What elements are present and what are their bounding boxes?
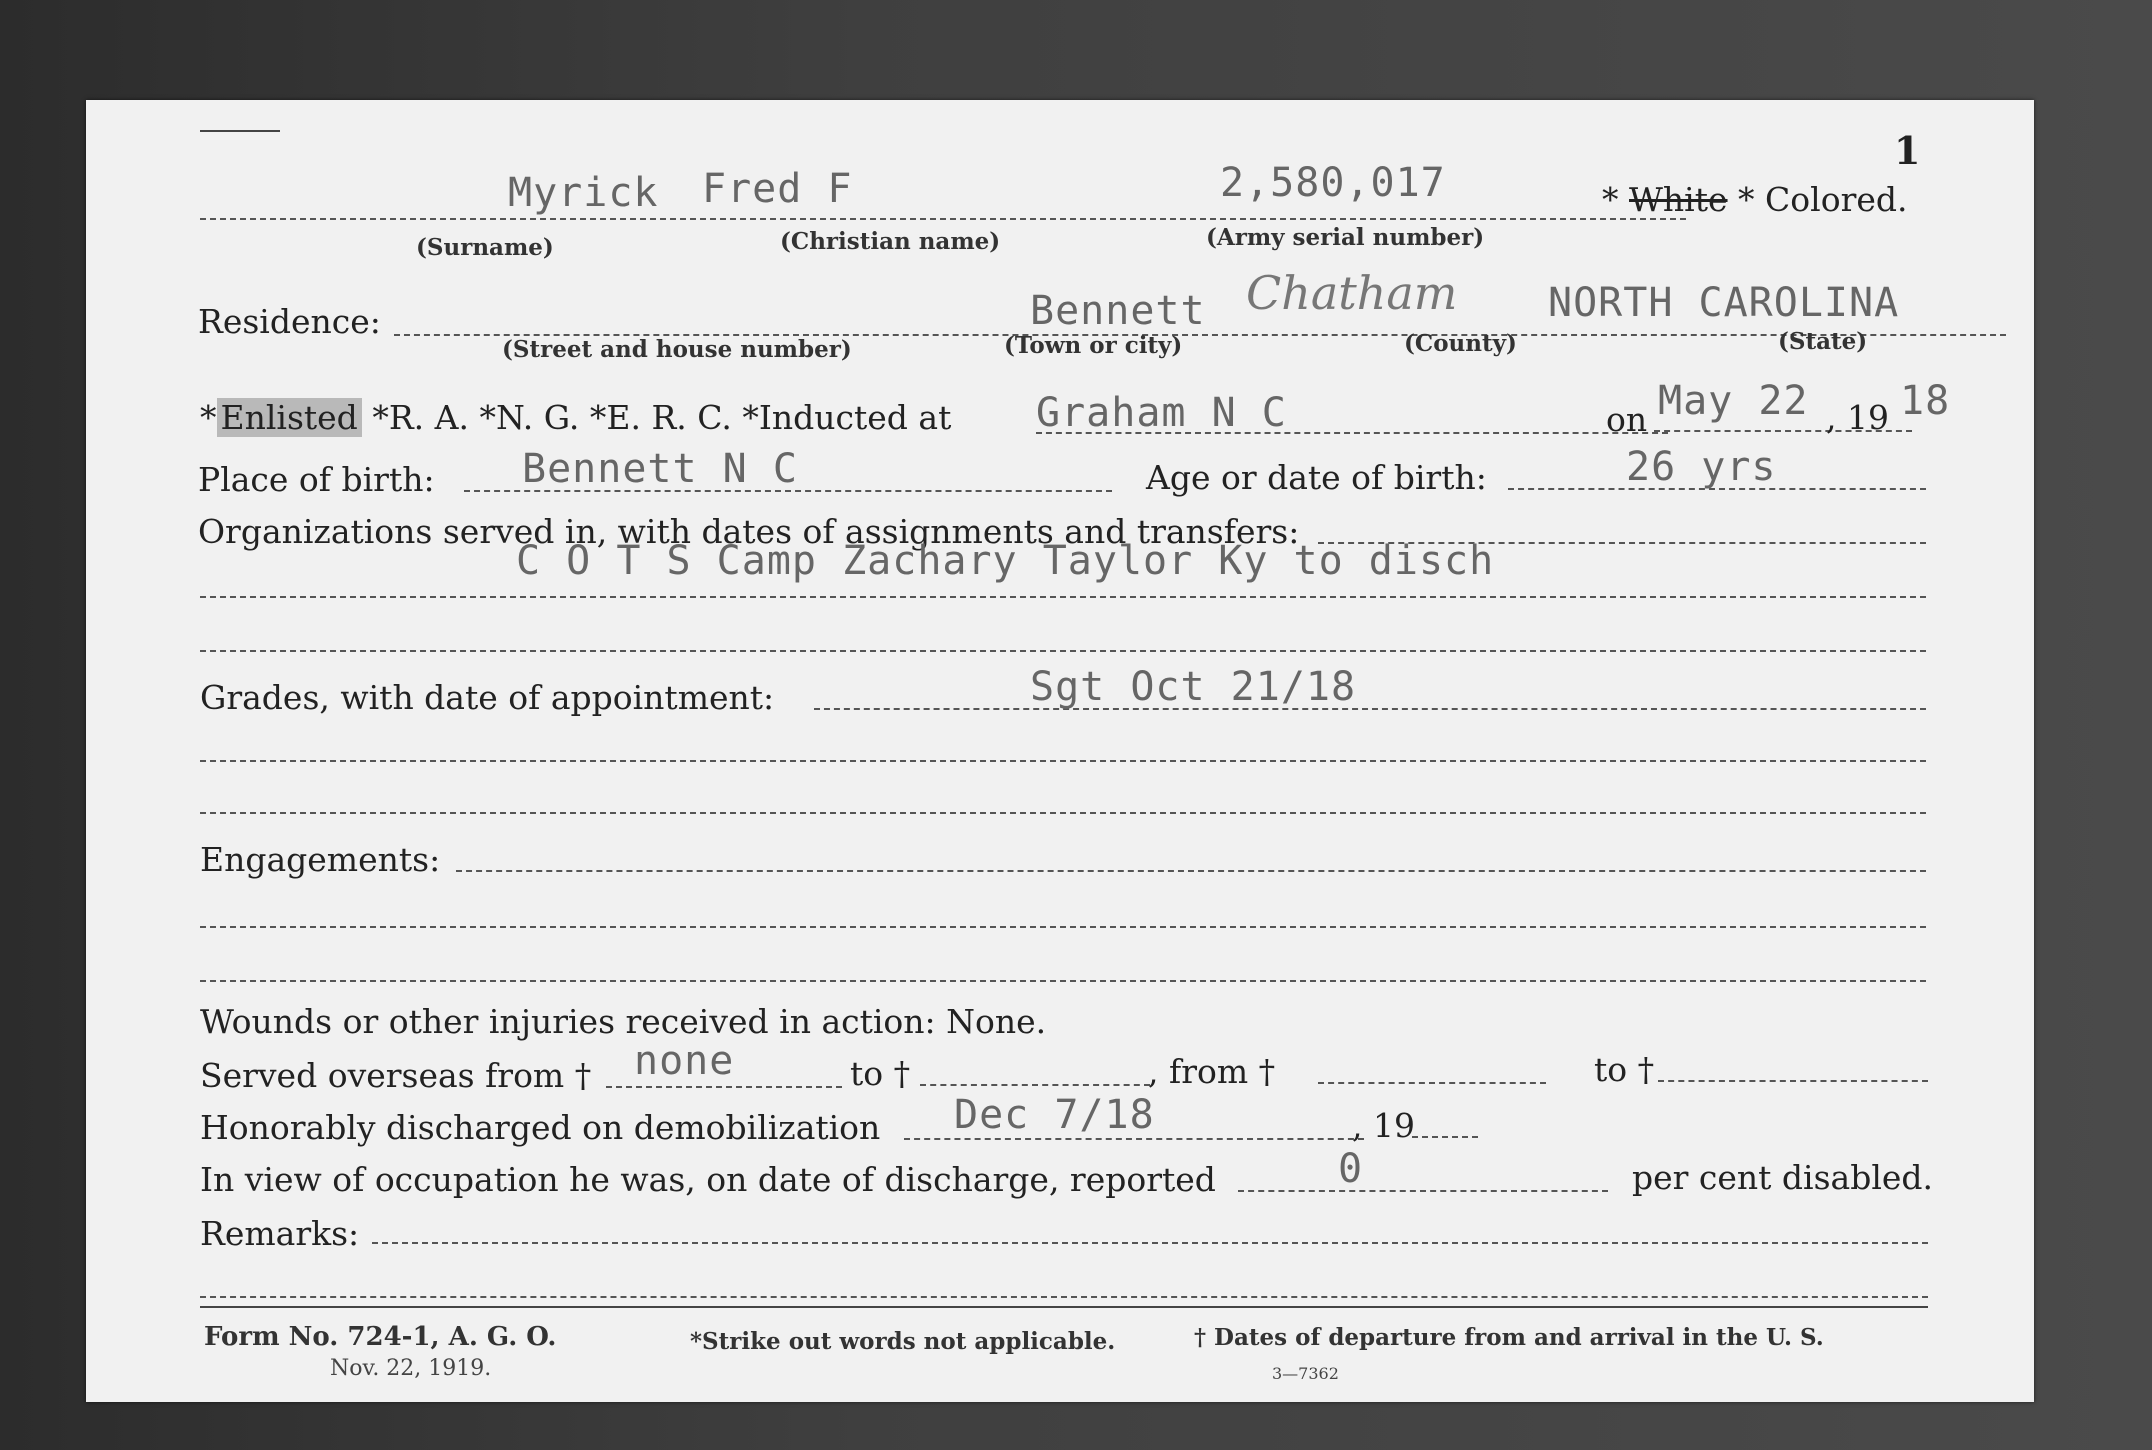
name-line xyxy=(200,218,1686,220)
form-number: Form No. 724-1, A. G. O. xyxy=(204,1322,557,1352)
served-from2-label: , from † xyxy=(1148,1052,1276,1091)
serial-number-label: (Army serial number) xyxy=(1206,224,1485,251)
served-overseas-label: Served overseas from † xyxy=(200,1056,592,1095)
served-to-label: to † xyxy=(850,1054,911,1093)
grades-value: Sgt Oct 21/18 xyxy=(1030,664,1357,710)
ng-option: N. G. xyxy=(495,398,580,437)
surname-value: Myrick xyxy=(508,170,659,216)
grades-line-1 xyxy=(814,708,1926,710)
form-date: Nov. 22, 1919. xyxy=(330,1356,492,1381)
discharged-line xyxy=(904,1138,1364,1140)
disabled-value: 0 xyxy=(1338,1146,1364,1192)
top-rule xyxy=(200,130,280,132)
dates-note: † Dates of departure from and arrival in the U. S. xyxy=(1194,1324,1824,1351)
discharge-year-line xyxy=(1412,1136,1478,1138)
inducted-year-value: 18 xyxy=(1900,378,1951,424)
served-from-value: none xyxy=(634,1038,735,1084)
asterisk: * xyxy=(200,398,217,437)
asterisk: * xyxy=(589,398,607,437)
organizations-value: C O T S Camp Zachary Taylor Ky to disch xyxy=(516,538,1495,584)
asterisk: * xyxy=(372,398,389,437)
inducted-line xyxy=(1036,432,1668,434)
strike-note: *Strike out words not applicable. xyxy=(690,1328,1116,1355)
served-to-line xyxy=(920,1084,1150,1086)
remarks-label: Remarks: xyxy=(200,1214,360,1253)
race-field xyxy=(1602,180,1908,219)
occupation-label: In view of occupation he was, on date of discharge, reported xyxy=(200,1160,1216,1199)
county-label: (County) xyxy=(1404,330,1517,357)
service-card xyxy=(86,100,2034,1402)
served-from2-line xyxy=(1318,1082,1546,1084)
enlistment-options xyxy=(200,398,951,437)
enlisted-option: Enlisted xyxy=(217,398,362,437)
footer-rule xyxy=(200,1306,1928,1308)
town-value: Bennett xyxy=(1030,288,1206,334)
state-label: (State) xyxy=(1778,328,1868,355)
organizations-line-3 xyxy=(200,650,1926,652)
discharged-label: Honorably discharged on demobilization xyxy=(200,1108,881,1147)
printer-code: 3—7362 xyxy=(1272,1364,1339,1383)
place-of-birth-value: Bennett N C xyxy=(522,446,798,492)
on-label: on xyxy=(1606,400,1648,439)
christian-name-label: (Christian name) xyxy=(780,228,1001,255)
grades-line-3 xyxy=(200,812,1926,814)
page-number: 1 xyxy=(1894,128,1921,173)
year-prefix: , 19 xyxy=(1826,398,1889,437)
engagements-line-2 xyxy=(200,926,1926,928)
organizations-line-2 xyxy=(200,596,1926,598)
served-from-line xyxy=(606,1086,842,1088)
state-value: NORTH CAROLINA xyxy=(1548,280,1900,326)
discharge-year-prefix: , 19 xyxy=(1352,1106,1415,1145)
engagements-label: Engagements: xyxy=(200,840,441,879)
remarks-line-1 xyxy=(372,1242,1928,1244)
served-to2-line xyxy=(1658,1080,1928,1082)
age-value: 26 yrs xyxy=(1626,444,1777,490)
remarks-line-2 xyxy=(200,1296,1928,1298)
street-label: (Street and house number) xyxy=(502,336,852,363)
residence-label: Residence: xyxy=(198,302,381,341)
town-label: (Town or city) xyxy=(1004,332,1183,359)
age-label: Age or date of birth: xyxy=(1146,458,1487,497)
surname-label: (Surname) xyxy=(416,234,554,261)
place-of-birth-label: Place of birth: xyxy=(198,460,435,499)
served-to2-label: to † xyxy=(1594,1050,1655,1089)
organizations-label: Organizations served in, with dates of assignments and transfers: xyxy=(198,512,1300,551)
grades-line-2 xyxy=(200,760,1926,762)
ra-option: R. A. xyxy=(388,398,469,437)
grades-label: Grades, with date of appointment: xyxy=(200,678,775,717)
engagements-line-1 xyxy=(456,870,1926,872)
serial-number-value: 2,580,017 xyxy=(1220,160,1446,206)
inducted-place-value: Graham N C xyxy=(1036,390,1287,436)
asterisk: * xyxy=(1602,180,1619,219)
colored-option: Colored. xyxy=(1765,180,1908,219)
wounds-label: Wounds or other injuries received in action: None. xyxy=(200,1002,1047,1041)
inducted-date-value: May 22 xyxy=(1658,378,1809,424)
engagements-line-3 xyxy=(200,980,1926,982)
erc-option: E. R. C. xyxy=(606,398,732,437)
asterisk: * xyxy=(479,398,496,437)
christian-name-value: Fred F xyxy=(702,166,853,212)
inducted-label: *Inducted at xyxy=(742,398,952,437)
discharged-value: Dec 7/18 xyxy=(954,1092,1155,1138)
county-value: Chatham xyxy=(1246,266,1458,320)
asterisk: * xyxy=(1738,180,1755,219)
disabled-line xyxy=(1238,1190,1608,1192)
white-option: White xyxy=(1629,180,1728,219)
percent-disabled-label: per cent disabled. xyxy=(1632,1158,1934,1197)
